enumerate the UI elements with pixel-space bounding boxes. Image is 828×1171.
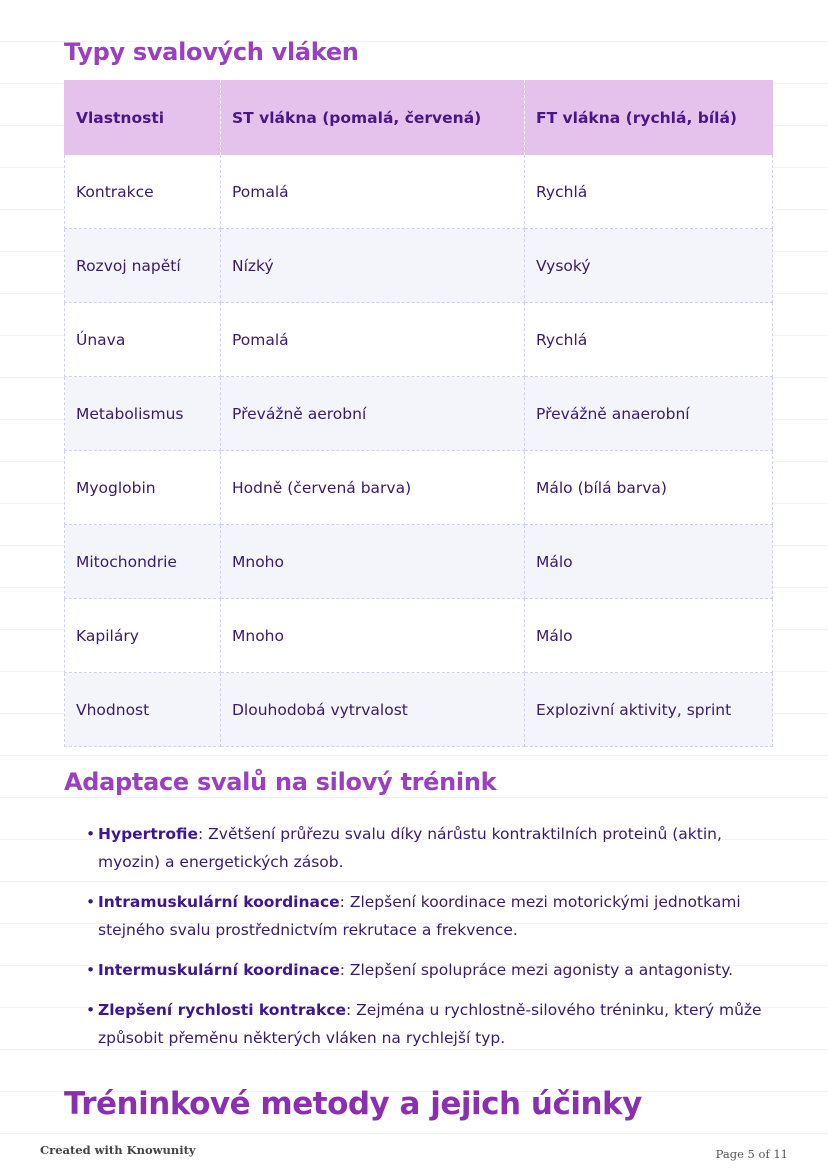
list-item-text: : Zlepšení spolupráce mezi agonisty a antagonisty. — [339, 961, 734, 979]
table-cell: Explozivní aktivity, sprint — [525, 673, 773, 747]
table-cell: Nízký — [221, 229, 525, 303]
list-item-term: Intramuskulární koordinace — [98, 893, 340, 911]
bullet-icon: • — [86, 825, 96, 843]
adaptation-list — [86, 820, 776, 1064]
list-item-term: Intermuskulární koordinace — [98, 961, 340, 979]
table-cell: Málo — [525, 525, 773, 599]
section-title-training-methods: Tréninkové metody a jejich účinky — [64, 1086, 642, 1122]
table-cell: Dlouhodobá vytrvalost — [221, 673, 525, 747]
bullet-icon: • — [86, 893, 96, 911]
table-header-row — [65, 80, 773, 155]
table-cell: Převážně aerobní — [221, 377, 525, 451]
table-cell: Mitochondrie — [65, 525, 221, 599]
table-cell: Kontrakce — [65, 155, 221, 229]
table-row — [65, 673, 773, 747]
table-cell: Kapiláry — [65, 599, 221, 673]
fiber-types-table — [64, 80, 773, 747]
table-cell: Myoglobin — [65, 451, 221, 525]
list-item — [86, 820, 776, 876]
table-header-cell: ST vlákna (pomalá, červená) — [221, 80, 525, 155]
table-row — [65, 229, 773, 303]
bullet-icon: • — [86, 1001, 96, 1019]
table-cell: Pomalá — [221, 303, 525, 377]
table-cell: Převážně anaerobní — [525, 377, 773, 451]
footer-credit: Created with Knowunity — [40, 1143, 196, 1157]
table-cell: Hodně (červená barva) — [221, 451, 525, 525]
table-cell: Rychlá — [525, 303, 773, 377]
bullet-icon: • — [86, 961, 96, 979]
table-header-cell: FT vlákna (rychlá, bílá) — [525, 80, 773, 155]
table-cell: Mnoho — [221, 599, 525, 673]
table-cell: Rychlá — [525, 155, 773, 229]
table-row — [65, 377, 773, 451]
table-cell: Metabolismus — [65, 377, 221, 451]
table-cell: Rozvoj napětí — [65, 229, 221, 303]
table-row — [65, 451, 773, 525]
list-item-text: : Zlepšení koordinace mezi motorickými jednotkami stejného svalu prostřednictvím rekrutace a frekvence. — [98, 893, 741, 939]
table-cell: Mnoho — [221, 525, 525, 599]
list-item-term: Zlepšení rychlosti kontrakce — [98, 1001, 347, 1019]
table-row — [65, 525, 773, 599]
table-cell: Únava — [65, 303, 221, 377]
table-row — [65, 303, 773, 377]
table-cell: Vhodnost — [65, 673, 221, 747]
list-item-text: : Zvětšení průřezu svalu díky nárůstu kontraktilních proteinů (aktin, myozin) a energetických zásob. — [98, 825, 722, 871]
list-item-text: : Zejména u rychlostně-silového tréninku, který může způsobit přeměnu některých vláken na rychlejší typ. — [98, 1001, 762, 1047]
page-number: Page 5 of 11 — [715, 1147, 788, 1161]
section-title-fiber-types: Typy svalových vláken — [64, 38, 359, 66]
table-header-cell: Vlastnosti — [65, 80, 221, 155]
table-cell: Málo (bílá barva) — [525, 451, 773, 525]
list-item — [86, 888, 776, 944]
list-item — [86, 956, 776, 984]
table-cell: Málo — [525, 599, 773, 673]
table-cell: Vysoký — [525, 229, 773, 303]
table-row — [65, 599, 773, 673]
table-cell: Pomalá — [221, 155, 525, 229]
table-row — [65, 155, 773, 229]
list-item — [86, 996, 776, 1052]
section-title-adaptation: Adaptace svalů na silový trénink — [64, 768, 497, 796]
list-item-term: Hypertrofie — [98, 825, 199, 843]
